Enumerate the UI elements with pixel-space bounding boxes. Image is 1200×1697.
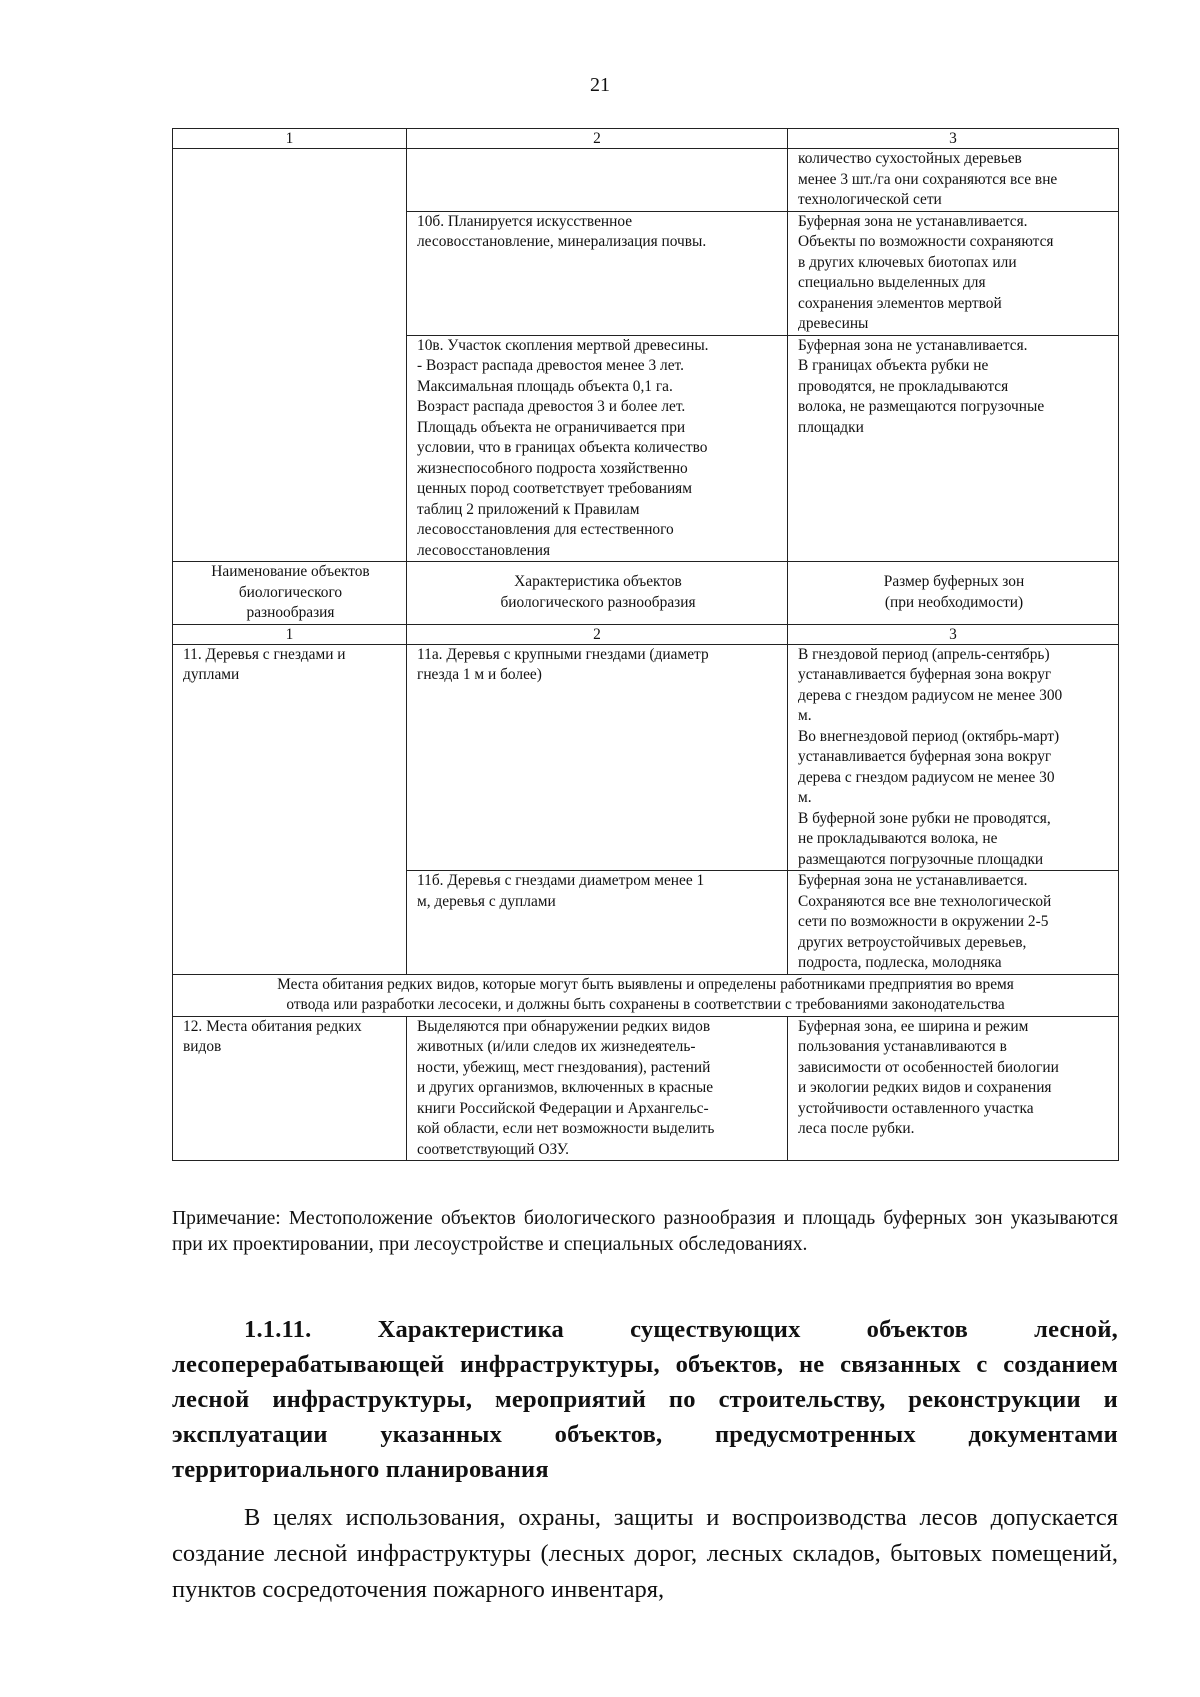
row10-name-cell (173, 149, 407, 562)
table-cell: В гнездовой период (апрель-сентябрь) устанавливается буферная зона вокруг дерева с гнездом радиусом не менее 300 м. Во внегнездовой период (октябрь-март) устанавливается буферная зона вокруг дерева с гнездом радиусом не менее 30 м. В буферной зоне рубки не проводятся, не прокладываются волока, не размещаются погрузочные площадки (788, 644, 1119, 871)
table-cell: Буферная зона не устанавливается. Объекты по возможности сохраняются в других ключевых биотопах или специально выделенных для сохранения элементов мертвой древесины (788, 211, 1119, 335)
header-cell-characteristic: Характеристика объектов биологического разнообразия (407, 562, 788, 625)
table-cell (407, 149, 788, 212)
table-cell: 11а. Деревья с крупными гнездами (диаметр гнезда 1 м и более) (407, 644, 788, 871)
table-note: Примечание: Местоположение объектов биологического разнообразия и площадь буферных зон указываются при их проектировании, при лесоустройстве и специальных обследованиях. (172, 1208, 1118, 1255)
section-heading: 1.1.11. Характеристика существующих объектов лесной, лесоперерабатывающей инфраструктуры, объектов, не связанных с созданием лесной инфраструктуры, мероприятий по строительству, реконструкции и эксплуатации указанных объектов, предусмотренных документами территориального планирования (172, 1316, 1118, 1483)
column-number-row (173, 129, 1119, 149)
body-paragraph: В целях использования, охраны, защиты и воспроизводства лесов допускается создание лесной инфраструктуры (лесных дорог, лесных складов, бытовых помещений, пунктов сосредоточения пожарного инвентаря, (172, 1504, 1118, 1603)
table-cell: 10в. Участок скопления мертвой древесины. - Возраст распада древостоя менее 3 лет. Максимальная площадь объекта 0,1 га. Возраст распада древостоя 3 и более лет. Площадь объекта не ограничивается при условии, что в границах объекта количество жизнеспособного подроста хозяйственно ценных пород соответствует требованиям таблиц 2 приложений к Правилам лесовосстановления для естественного лесовосстановления (407, 335, 788, 562)
page-number: 21 (590, 74, 610, 96)
table-cell: количество сухостойных деревьев менее 3 шт./га они сохраняются все вне технологической сети (788, 149, 1119, 212)
table-cell: Выделяются при обнаружении редких видов животных (и/или следов их жизнедеятель- ности, убежищ, мест гнездования), растений и других организмов, включенных в красные книги Российской Федерации и Архангельс- кой области, если нет возможности выделить соответствующий ОЗУ. (407, 1016, 788, 1161)
col-number-3: 3 (788, 129, 1119, 149)
table-cell: 11. Деревья с гнездами и дуплами (173, 644, 407, 974)
rare-species-span-cell: Места обитания редких видов, которые могут быть выявлены и определены работниками предприятия во время отвода или разработки лесосеки, и должны быть сохранены в соответствии с требованиями законодательства (173, 974, 1119, 1016)
header-cell-buffer-size: Размер буферных зон (при необходимости) (788, 562, 1119, 625)
table-row (173, 644, 1119, 871)
table-cell: Буферная зона не устанавливается. В границах объекта рубки не проводятся, не прокладываются волока, не размещаются погрузочные площадки (788, 335, 1119, 562)
table-row (173, 1016, 1119, 1161)
column-number-row (173, 624, 1119, 644)
col-number-1: 1 (173, 624, 407, 644)
col-number-3: 3 (788, 624, 1119, 644)
header-cell-name: Наименование объектов биологического разнообразия (173, 562, 407, 625)
table-header-row (173, 562, 1119, 625)
table-cell: 11б. Деревья с гнездами диаметром менее 1 м, деревья с дуплами (407, 871, 788, 975)
table-span-row (173, 974, 1119, 1016)
col-number-2: 2 (407, 624, 788, 644)
col-number-1: 1 (173, 129, 407, 149)
table-cell: 12. Места обитания редких видов (173, 1016, 407, 1161)
table-cell: Буферная зона не устанавливается. Сохраняются все вне технологической сети по возможности в окружении 2-5 других ветроустойчивых деревьев, подроста, подлеска, молодняка (788, 871, 1119, 975)
biodiversity-table (172, 128, 1119, 1161)
table-cell: Буферная зона, ее ширина и режим пользования устанавливаются в зависимости от особенностей биологии и экологии редких видов и сохранения устойчивости оставленного участка леса после рубки. (788, 1016, 1119, 1161)
table-row (173, 149, 1119, 212)
col-number-2: 2 (407, 129, 788, 149)
table-cell: 10б. Планируется искусственное лесовосстановление, минерализация почвы. (407, 211, 788, 335)
